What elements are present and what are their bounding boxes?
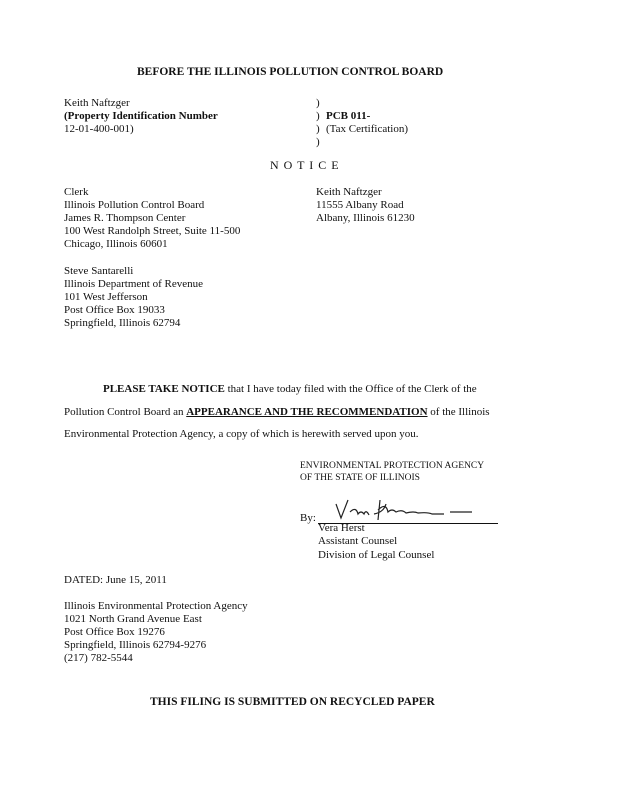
signatory-division: Division of Legal Counsel [318, 549, 435, 561]
recipient-revenue-line-4: Post Office Box 19033 [64, 304, 165, 316]
address-line-5: (217) 782-5544 [64, 652, 133, 664]
caption-pin-number: 12-01-400-001) [64, 123, 134, 135]
address-line-4: Springfield, Illinois 62794-9276 [64, 639, 207, 651]
handwritten-signature [332, 496, 482, 524]
caption-pin-label: (Property Identification Number [64, 110, 218, 122]
body-line-2-start: Pollution Control Board an [64, 406, 187, 418]
address-line-3: Post Office Box 19276 [64, 626, 165, 638]
notice-title: N O T I C E [270, 158, 340, 172]
appearance-recommendation: APPEARANCE AND THE RECOMMENDATION [186, 406, 428, 418]
signatory-name: Vera Herst [318, 522, 365, 534]
recipient-clerk-line-5: Chicago, Illinois 60601 [64, 238, 168, 250]
recipient-revenue-line-2: Illinois Department of Revenue [64, 278, 203, 290]
body-line-2 [64, 406, 490, 419]
address-line-2: 1021 North Grand Avenue East [64, 613, 202, 625]
agency-line-2: OF THE STATE OF ILLINOIS [300, 473, 420, 483]
body-line-3: Environmental Protection Agency, a copy of which is herewith served upon you. [64, 428, 419, 440]
recipient-revenue-line-5: Springfield, Illinois 62794 [64, 317, 181, 329]
caption-paren-1: ) [316, 97, 320, 109]
address-line-1: Illinois Environmental Protection Agency [64, 600, 248, 612]
signatory-title: Assistant Counsel [318, 535, 398, 547]
recipient-revenue-line-3: 101 West Jefferson [64, 291, 148, 303]
caption-party-name: Keith Naftzger [64, 97, 130, 109]
signature-by-label: By: [300, 512, 316, 524]
recipient-naftzger-line-3: Albany, Illinois 61230 [316, 212, 415, 224]
recipient-revenue-line-1: Steve Santarelli [64, 265, 134, 277]
recipient-clerk-line-4: 100 West Randolph Street, Suite 11-500 [64, 225, 241, 237]
body-line-1 [103, 383, 477, 396]
recipient-clerk-line-2: Illinois Pollution Control Board [64, 199, 205, 211]
recipient-naftzger-line-1: Keith Naftzger [316, 186, 382, 198]
caption-paren-4: ) [316, 136, 320, 148]
caption-case-number: PCB 011- [326, 110, 371, 122]
agency-line-1: ENVIRONMENTAL PROTECTION AGENCY [300, 461, 485, 471]
body-line-1-rest: that I have today filed with the Office of the Clerk of the [224, 383, 477, 395]
body-line-2-end: of the Illinois [427, 406, 490, 418]
caption-paren-2: ) [316, 110, 320, 122]
caption-case-type: (Tax Certification) [326, 123, 409, 135]
caption-paren-3: ) [316, 123, 320, 135]
recipient-clerk-line-1: Clerk [64, 186, 89, 198]
please-take-notice: PLEASE TAKE NOTICE [103, 383, 225, 395]
recipient-naftzger-line-2: 11555 Albany Road [316, 199, 404, 211]
dated-line: DATED: June 15, 2011 [64, 574, 167, 586]
recycled-paper-notice: THIS FILING IS SUBMITTED ON RECYCLED PAPER [150, 696, 435, 708]
board-title: BEFORE THE ILLINOIS POLLUTION CONTROL BOARD [137, 66, 444, 78]
recipient-clerk-line-3: James R. Thompson Center [64, 212, 186, 224]
